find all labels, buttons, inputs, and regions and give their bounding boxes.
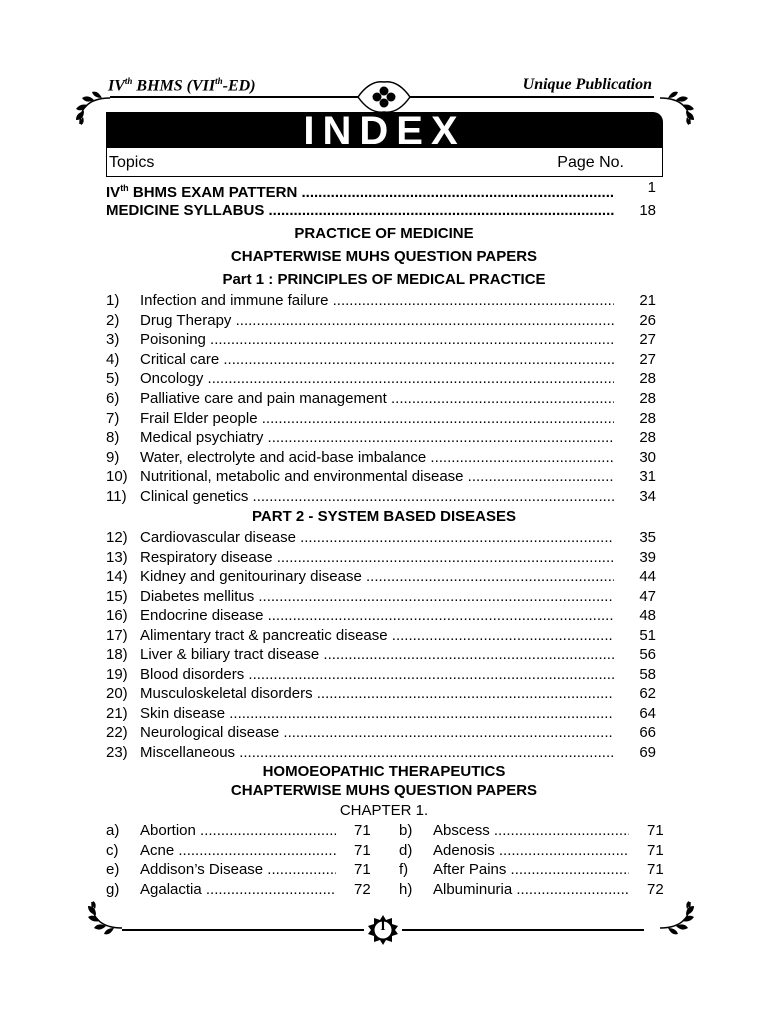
toc-entry-title: MEDICINE SYLLABUS ..... — [106, 201, 614, 221]
chapter-entry-title: Addison’s Disease ..... — [140, 860, 336, 880]
chapter-entry[interactable] — [106, 841, 376, 861]
toc-entry-page: 51 — [639, 626, 656, 644]
chapter-entry-title: Albuminuria ..... — [433, 880, 629, 900]
toc-entry-title: Clinical genetics ..... — [140, 487, 614, 507]
chapter-entry-letter: f) — [399, 861, 409, 879]
toc-entry-number: 12) — [106, 529, 128, 546]
toc-entry[interactable] — [106, 448, 658, 468]
toc-entry-page: 28 — [639, 390, 656, 407]
toc-entry-page: 18 — [639, 202, 656, 219]
toc-entry-page: 26 — [639, 311, 656, 329]
toc-entry-title: Musculoskeletal disorders ..... — [140, 684, 614, 704]
toc-entry[interactable] — [106, 567, 658, 587]
toc-entry[interactable] — [106, 369, 658, 389]
toc-entry[interactable] — [106, 487, 658, 507]
toc-entry-number: 17) — [106, 626, 128, 644]
toc-entry-number: 8) — [106, 429, 120, 447]
chapter-entry[interactable] — [106, 880, 376, 900]
toc-entry[interactable] — [106, 409, 658, 429]
chapter-entry-letter: b) — [399, 822, 413, 839]
toc-entry-number: 21) — [106, 704, 128, 722]
toc-entry-title: Drug Therapy ..... — [140, 311, 614, 331]
toc-entry-page: 30 — [639, 448, 656, 466]
toc-entry-title: Respiratory disease ..... — [140, 548, 614, 568]
toc-entry[interactable] — [106, 606, 658, 626]
toc-entry[interactable] — [106, 389, 658, 409]
corner-ornament-icon — [658, 900, 698, 940]
toc-entry-page: 44 — [639, 568, 656, 585]
section-heading: PRACTICE OF MEDICINE — [294, 225, 474, 242]
toc-entry[interactable] — [106, 587, 658, 607]
toc-entry-number: 23) — [106, 743, 128, 761]
toc-entry-page: 34 — [639, 488, 656, 505]
toc-entry-page: 1 — [647, 179, 656, 196]
toc-entry[interactable] — [106, 626, 658, 646]
toc-entry-page: 58 — [639, 665, 656, 683]
chapter-entry[interactable] — [399, 821, 669, 841]
column-header-topics: Topics — [109, 154, 155, 171]
toc-entry[interactable] — [106, 665, 658, 685]
toc-entry-page: 27 — [639, 350, 656, 368]
toc-entry-number: 19) — [106, 665, 128, 683]
toc-entry[interactable] — [106, 704, 658, 724]
toc-entry-number: 14) — [106, 568, 128, 585]
toc-entry-title: Medical psychiatry ..... — [140, 428, 614, 448]
toc-entry[interactable] — [106, 428, 658, 448]
chapter-entry-page: 71 — [354, 861, 371, 879]
chapter-entry[interactable] — [106, 860, 376, 880]
section-subheading: CHAPTERWISE MUHS QUESTION PAPERS — [230, 248, 538, 265]
toc-entry-page: 28 — [639, 409, 656, 427]
toc-entry[interactable] — [106, 330, 658, 350]
toc-entry-page: 28 — [639, 370, 656, 388]
toc-entry-number: 20) — [106, 685, 128, 702]
toc-entry-page: 27 — [639, 331, 656, 349]
footer-rule-right — [402, 929, 644, 931]
toc-entry-title: Liver & biliary tract disease ..... — [140, 645, 614, 665]
part-heading: Part 1 : PRINCIPLES OF MEDICAL PRACTICE — [222, 271, 546, 288]
toc-entry[interactable] — [106, 350, 658, 370]
toc-entry-title: IVth BHMS EXAM PATTERN ..... — [106, 178, 614, 203]
toc-entry-title: Endocrine disease ..... — [140, 606, 614, 626]
toc-entry[interactable] — [106, 743, 658, 763]
chapter-entry-page: 71 — [354, 822, 371, 839]
toc-entry-page: 39 — [639, 548, 656, 566]
toc-entry[interactable] — [106, 467, 658, 487]
toc-entry[interactable] — [106, 528, 658, 548]
toc-entry-page: 66 — [639, 724, 656, 741]
header-publisher: Unique Publication — [522, 76, 652, 93]
chapter-entry-page: 72 — [647, 880, 664, 898]
toc-entry-title: Miscellaneous ..... — [140, 743, 614, 763]
toc-entry-number: 10) — [106, 468, 128, 486]
toc-entry[interactable] — [106, 178, 658, 201]
toc-entry-number: 13) — [106, 548, 128, 566]
toc-entry-page: 35 — [639, 529, 656, 546]
toc-entry-title: Diabetes mellitus ..... — [140, 587, 614, 607]
toc-entry-title: Cardiovascular disease ..... — [140, 528, 614, 548]
header-book-title: IVth BHMS (VIIth-ED) — [108, 76, 256, 95]
toc-entry[interactable] — [106, 645, 658, 665]
toc-entry-page: 62 — [639, 685, 656, 702]
chapter-entry-letter: a) — [106, 822, 120, 839]
toc-entry[interactable] — [106, 291, 658, 311]
toc-entry-number: 1) — [106, 292, 120, 309]
chapter-entry-letter: d) — [399, 841, 413, 859]
toc-entry-page: 48 — [639, 607, 656, 624]
toc-entry-page: 21 — [639, 292, 656, 309]
section-heading: HOMOEOPATHIC THERAPEUTICS — [262, 763, 506, 780]
toc-entry[interactable] — [106, 684, 658, 704]
toc-entry-title: Alimentary tract & pancreatic disease ..... — [140, 626, 614, 646]
toc-entry-page: 64 — [639, 704, 656, 722]
toc-entry-title: Oncology ..... — [140, 369, 614, 389]
toc-entry-title: Kidney and genitourinary disease ..... — [140, 567, 614, 587]
corner-ornament-icon — [84, 900, 124, 940]
toc-entry-number: 18) — [106, 646, 128, 663]
chapter-entry-letter: g) — [106, 880, 120, 898]
toc-entry[interactable] — [106, 311, 658, 331]
toc-entry-number: 3) — [106, 331, 120, 349]
page-title: INDEX — [303, 109, 466, 153]
toc-entry-title: Palliative care and pain management ..... — [140, 389, 614, 409]
chapter-entry-title: Acne ..... — [140, 841, 336, 861]
column-header-box — [106, 148, 663, 177]
toc-entry-number: 9) — [106, 448, 120, 466]
toc-entry[interactable] — [106, 201, 658, 221]
toc-entry-title: Critical care ..... — [140, 350, 614, 370]
corner-ornament-icon — [658, 86, 698, 126]
toc-entry-number: 15) — [106, 587, 128, 605]
toc-entry-number: 11) — [106, 488, 127, 505]
page-number: I — [380, 919, 386, 934]
toc-entry-number: 4) — [106, 350, 120, 368]
toc-entry-number: 5) — [106, 370, 120, 388]
toc-entry-page: 56 — [639, 646, 656, 663]
toc-entry-page: 31 — [639, 468, 656, 486]
part-heading: PART 2 - SYSTEM BASED DISEASES — [252, 508, 516, 525]
chapter-entry-page: 71 — [647, 822, 664, 839]
chapter-entry-page: 71 — [647, 861, 664, 879]
toc-entry-title: Neurological disease ..... — [140, 723, 614, 743]
toc-entry-number: 16) — [106, 607, 128, 624]
section-subheading: CHAPTERWISE MUHS QUESTION PAPERS — [230, 782, 538, 799]
toc-entry-title: Frail Elder people ..... — [140, 409, 614, 429]
toc-entry-page: 69 — [639, 743, 656, 761]
column-header-page: Page No. — [557, 154, 624, 171]
chapter-entry-title: Adenosis ..... — [433, 841, 629, 861]
chapter-entry[interactable] — [399, 841, 669, 861]
toc-entry[interactable] — [106, 723, 658, 743]
index-title-bar — [106, 109, 663, 153]
toc-entry-title: Poisoning ..... — [140, 330, 614, 350]
chapter-entry-letter: e) — [106, 861, 120, 879]
header-rule-right — [410, 96, 654, 98]
toc-entry-title: Skin disease ..... — [140, 704, 614, 724]
chapter-entry-title: Abscess ..... — [433, 821, 629, 841]
chapter-entry-title: Agalactia ..... — [140, 880, 336, 900]
chapter-entry[interactable] — [106, 821, 376, 841]
toc-entry-page: 28 — [639, 429, 656, 447]
toc-entry-title: Blood disorders ..... — [140, 665, 614, 685]
toc-entry[interactable] — [106, 548, 658, 568]
chapter-heading: CHAPTER 1. — [339, 802, 429, 819]
chapter-entry[interactable] — [399, 860, 669, 880]
chapter-entry-page: 71 — [354, 841, 371, 859]
toc-entry-title: Infection and immune failure ..... — [140, 291, 614, 311]
chapter-entry-title: Abortion ..... — [140, 821, 336, 841]
chapter-entry-page: 71 — [647, 841, 664, 859]
chapter-entry-letter: h) — [399, 880, 413, 898]
footer-rule-left — [122, 929, 364, 931]
chapter-entry-letter: c) — [106, 841, 119, 859]
chapter-entry[interactable] — [399, 880, 669, 900]
header-rule-left — [110, 96, 358, 98]
toc-entry-number: 22) — [106, 724, 128, 741]
toc-entry-title: Nutritional, metabolic and environmental disease ..... — [140, 467, 614, 487]
toc-entry-number: 6) — [106, 390, 120, 407]
toc-entry-number: 2) — [106, 311, 120, 329]
toc-entry-page: 47 — [639, 587, 656, 605]
chapter-entry-title: After Pains ..... — [433, 860, 629, 880]
toc-entry-title: Water, electrolyte and acid-base imbalance ..... — [140, 448, 614, 468]
toc-entry-number: 7) — [106, 409, 120, 427]
chapter-entry-page: 72 — [354, 880, 371, 898]
